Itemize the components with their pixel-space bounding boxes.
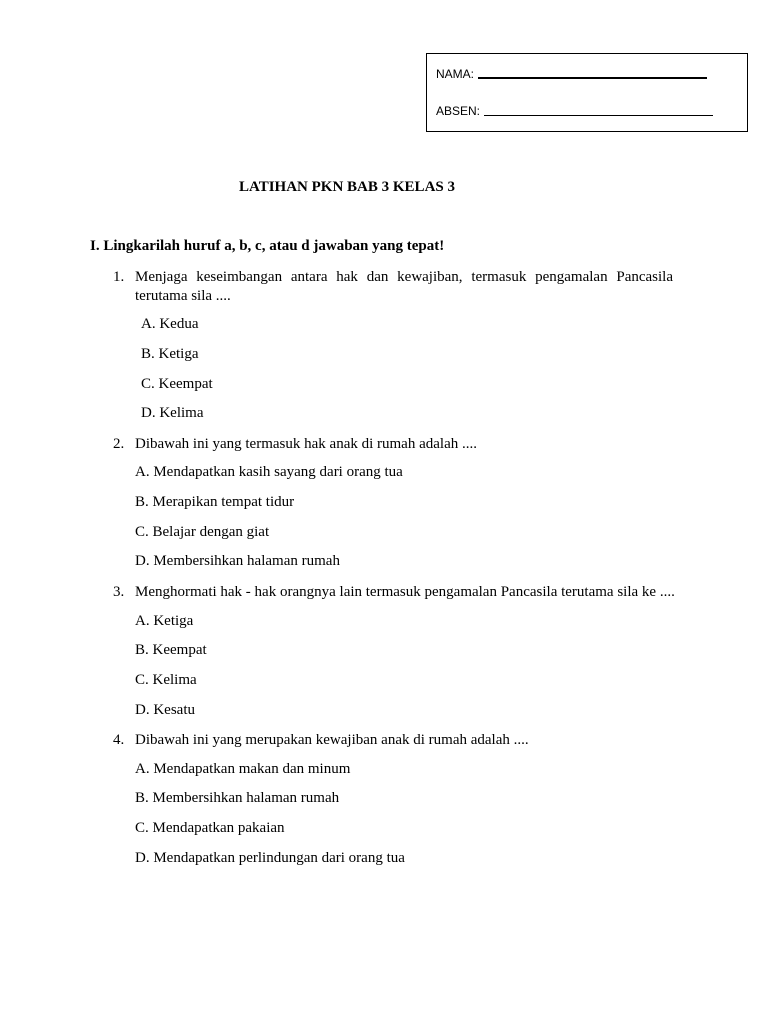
option-2a[interactable]: A. Mendapatkan kasih sayang dari orang tua (135, 464, 403, 480)
absen-field[interactable] (436, 104, 713, 118)
option-3b[interactable]: B. Keempat (135, 642, 207, 658)
option-2d[interactable]: D. Membersihkan halaman rumah (135, 553, 340, 569)
question-text: Dibawah ini yang merupakan kewajiban anak di rumah adalah .... (135, 732, 529, 748)
question-text: Menjaga keseimbangan antara hak dan kewajiban, termasuk pengamalan Pancasila terutama sila .... (135, 269, 673, 304)
question-number: 1. (113, 269, 125, 285)
section-heading: I. Lingkarilah huruf a, b, c, atau d jawaban yang tepat! (90, 238, 445, 254)
option-4b[interactable]: B. Membersihkan halaman rumah (135, 790, 340, 806)
question-text: Menghormati hak - hak orangnya lain termasuk pengamalan Pancasila terutama sila ke .... (135, 584, 675, 600)
option-1a[interactable]: A. Kedua (141, 316, 199, 332)
name-field[interactable] (436, 67, 707, 81)
name-label: NAMA: (436, 67, 475, 81)
page-title: LATIHAN PKN BAB 3 KELAS 3 (238, 179, 455, 195)
question-text: Dibawah ini yang termasuk hak anak di rumah adalah .... (135, 436, 477, 452)
option-1b[interactable]: B. Ketiga (141, 346, 199, 362)
absen-label: ABSEN: (436, 104, 481, 118)
option-3c[interactable]: C. Kelima (135, 672, 197, 688)
absen-line[interactable] (484, 114, 713, 116)
question-number: 2. (113, 436, 125, 452)
option-3a[interactable]: A. Ketiga (135, 613, 194, 629)
option-4d[interactable]: D. Mendapatkan perlindungan dari orang tua (135, 850, 405, 866)
option-4c[interactable]: C. Mendapatkan pakaian (135, 820, 285, 836)
student-id-box (426, 53, 748, 132)
question-number: 3. (113, 584, 125, 600)
option-4a[interactable]: A. Mendapatkan makan dan minum (135, 761, 351, 777)
option-1c[interactable]: C. Keempat (141, 376, 213, 392)
option-3d[interactable]: D. Kesatu (135, 702, 195, 718)
option-2c[interactable]: C. Belajar dengan giat (135, 524, 270, 540)
question-number: 4. (113, 732, 125, 748)
name-line[interactable] (478, 76, 707, 79)
option-2b[interactable]: B. Merapikan tempat tidur (135, 494, 295, 510)
option-1d[interactable]: D. Kelima (141, 405, 204, 421)
